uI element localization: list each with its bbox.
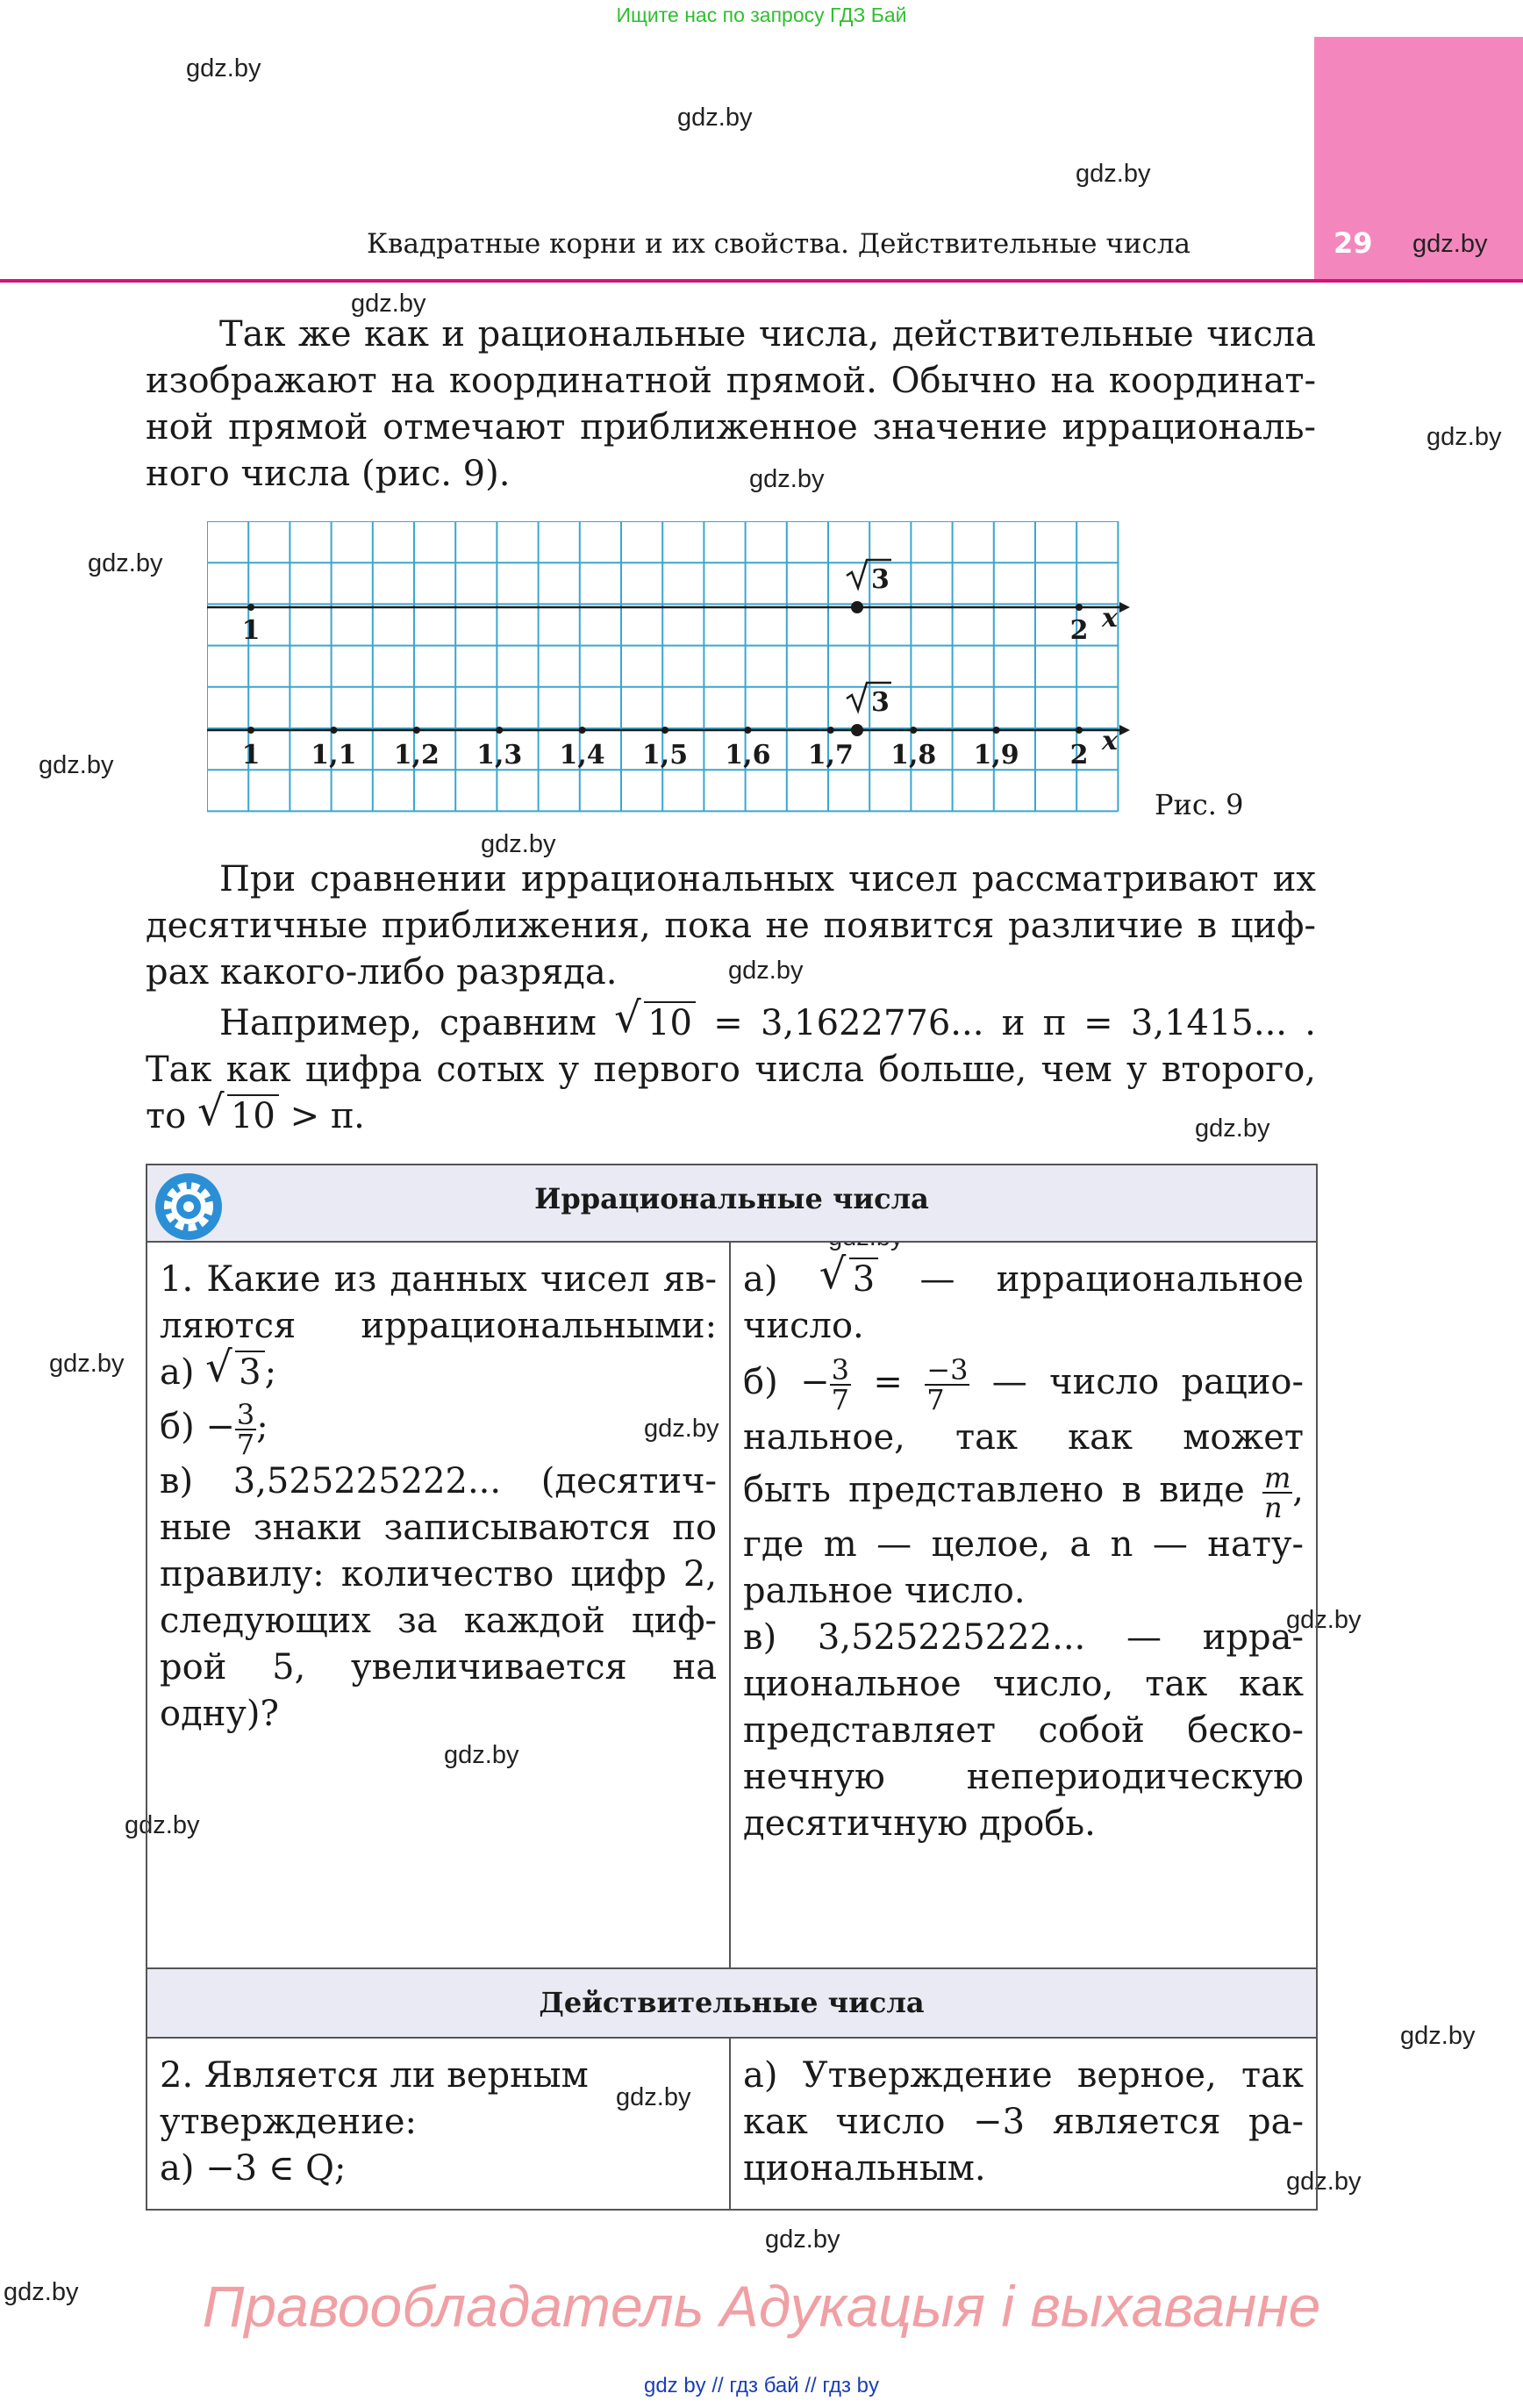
tick-label: 2: [1069, 615, 1089, 646]
fraction: $\frac{3}{7}$: [831, 1353, 849, 1416]
text-line: утверждение:: [160, 2102, 418, 2142]
page-number: 29: [1334, 226, 1373, 260]
text-line: ральное число.: [743, 1571, 1026, 1611]
tick-mark: [910, 727, 917, 734]
text-line: ной прямой отмечают приближенное значение иррациональ-: [146, 407, 1316, 448]
text-line: б) − $\frac{3}{7}$ = $\frac{-3}{7}$ — число рацио-: [743, 1353, 1304, 1416]
text-line: в) 3,525225222... — ирра-: [743, 1617, 1304, 1658]
text-line: десятичную дробь.: [743, 1803, 1096, 1844]
text-line: При сравнении иррациональных чисел рассматривают их: [219, 859, 1316, 899]
top-note: Ищите нас по запросу ГДЗ Бай: [616, 4, 907, 26]
tick-mark: [330, 727, 337, 734]
question-cell: [147, 1242, 730, 1968]
text-line: 2. Является ли верным: [160, 2055, 589, 2096]
paragraph-comparison: [146, 856, 1316, 996]
watermark: gdz.by: [1076, 160, 1151, 188]
tick-mark: [247, 727, 254, 734]
text-line: как число −3 является ра-: [743, 2102, 1304, 2142]
fraction: $\frac{-3}{7}$: [926, 1353, 969, 1416]
watermark: gdz.by: [4, 2278, 79, 2306]
watermark: gdz.by: [125, 1811, 200, 1839]
text-line: Например, сравним √ 10 = 3,1622776... и π = 3,1415... .: [146, 1000, 1316, 1047]
tick-label: 1,3: [476, 740, 523, 770]
header-rule: [0, 279, 1523, 283]
point-marker: [851, 601, 863, 613]
text-line: в) 3,525225222... (десятич-: [160, 1461, 718, 1501]
text-line: ляются иррациональными:: [160, 1306, 718, 1346]
watermark: gdz.by: [1412, 230, 1488, 258]
sqrt-sign: √ 10: [197, 1093, 279, 1140]
tick-mark: [1076, 604, 1083, 611]
section-header: [147, 1968, 1317, 2038]
tick-label: 1: [241, 740, 261, 770]
point-label: 3: [871, 564, 890, 595]
sqrt-sign: √ 3: [819, 1257, 878, 1303]
watermark: gdz.by: [186, 54, 261, 82]
watermark: gdz.by: [728, 957, 804, 985]
tick-mark: [744, 727, 751, 734]
watermark: gdz.by: [749, 465, 825, 493]
text-line: а) −3 ∈ Q;: [160, 2148, 347, 2189]
answer-cell: [730, 2038, 1317, 2210]
watermark: gdz.by: [677, 104, 753, 132]
watermark: gdz.by: [1195, 1114, 1270, 1143]
text-line: циональное число, так как: [743, 1664, 1304, 1704]
text-line: одну)?: [160, 1694, 279, 1734]
text-line: рой 5, увеличивается на: [160, 1647, 718, 1688]
tick-label: 2: [1069, 740, 1089, 770]
tick-label: 1,7: [807, 740, 854, 770]
point-marker: [851, 724, 863, 736]
tick-label: 1,8: [890, 740, 937, 770]
text-line: то √ 10 > π.: [146, 1093, 1316, 1140]
watermark: gdz.by: [1286, 2168, 1362, 2196]
watermark: gdz.by: [88, 549, 163, 577]
number-line-figure: [207, 521, 1130, 818]
question-cell: [147, 2038, 730, 2210]
watermark: gdz.by: [765, 2225, 840, 2254]
section-title: Иррациональные числа: [534, 1182, 929, 1215]
paragraph-intro: [146, 312, 1316, 498]
tick-mark: [1076, 727, 1083, 734]
text-line: изображают на координатной прямой. Обычно на координат-: [146, 361, 1316, 401]
text-line: десятичные приближения, пока не появится различие в циф-: [146, 906, 1316, 946]
arrow-icon: [1119, 602, 1130, 613]
sqrt-sign: √ 3: [205, 1350, 264, 1396]
paragraph-example: [146, 1000, 1316, 1140]
item-a: а) √ 3 ;: [160, 1350, 717, 1396]
watermark: gdz.by: [644, 1415, 719, 1443]
text-line: ные знаки записываются по: [160, 1508, 718, 1548]
footer-links: gdz by // гдз бай // гдз by: [643, 2374, 880, 2397]
tick-label: 1,5: [641, 740, 689, 770]
tick-mark: [661, 727, 669, 734]
tick-mark: [993, 727, 1000, 734]
running-header: Квадратные корни и их свойства. Действительные числа: [367, 228, 1191, 260]
text-line: 1. Какие из данных чисел яв-: [160, 1259, 718, 1300]
text-line: Так как цифра сотых у первого числа больше, чем у второго,: [146, 1050, 1316, 1090]
watermark: gdz.by: [39, 751, 114, 779]
watermark: gdz.by: [1426, 423, 1502, 451]
axis-label: x: [1102, 726, 1118, 756]
answer-cell: [730, 1242, 1317, 1968]
tick-mark: [827, 727, 834, 734]
watermark: gdz.by: [481, 830, 556, 858]
figure-caption: Рис. 9: [1155, 788, 1244, 821]
watermark: gdz.by: [49, 1350, 125, 1378]
tick-label: 1: [241, 615, 261, 646]
text-line: нальное, так как может: [743, 1417, 1304, 1458]
text-line: где m — целое, а n — нату-: [743, 1524, 1304, 1565]
text-line: следующих за каждой циф-: [160, 1601, 718, 1641]
point-label: 3: [871, 687, 890, 718]
watermark: gdz.by: [444, 1741, 519, 1769]
watermark: gdz.by: [1286, 1606, 1362, 1634]
summary-table: [146, 1164, 1318, 2211]
section-header: [147, 1165, 1317, 1242]
tick-mark: [496, 727, 503, 734]
item-b: б) − $\frac{3}{7}$ ;: [160, 1398, 268, 1461]
section-title: Действительные числа: [539, 1986, 925, 2019]
text-line: правилу: количество цифр 2,: [160, 1554, 718, 1595]
watermark: gdz.by: [616, 2083, 691, 2111]
axis-label: x: [1102, 603, 1118, 634]
sqrt-sign: √ 10: [614, 1000, 696, 1047]
text-line: число.: [743, 1306, 864, 1346]
text-line: рах какого-либо разряда.: [146, 952, 618, 993]
tick-label: 1,6: [725, 740, 771, 770]
text-line: а) Утверждение верное, так: [743, 2055, 1304, 2096]
tick-mark: [247, 604, 254, 611]
tick-label: 1,2: [393, 740, 440, 770]
tick-label: 1,4: [559, 740, 605, 770]
tick-label: 1,9: [973, 740, 1019, 770]
watermark: gdz.by: [351, 290, 426, 318]
text-line: Так же как и рациональные числа, действительные числа: [219, 314, 1316, 355]
tick-mark: [413, 727, 420, 734]
text-line: ного числа (рис. 9).: [146, 454, 511, 494]
tick-label: 1,1: [311, 740, 357, 770]
text-line: циональным.: [743, 2148, 986, 2189]
text-line: а) √ 3 — иррациональное: [743, 1257, 1304, 1303]
watermark: gdz.by: [1400, 2022, 1476, 2050]
gear-icon: [154, 1172, 223, 1241]
arrow-icon: [1119, 725, 1130, 735]
copyright-notice: Правообладатель Адукацыя і выхаванне: [202, 2274, 1321, 2339]
fraction: $\frac{m}{n}$: [1263, 1461, 1291, 1524]
text-line: нечную непериодическую: [743, 1757, 1304, 1797]
text-line: быть представлено в виде $\frac{m}{n}$ ,: [743, 1461, 1304, 1524]
tick-mark: [579, 727, 586, 734]
fraction: $\frac{3}{7}$: [236, 1398, 255, 1461]
text-line: представляет собой беско-: [743, 1710, 1304, 1751]
